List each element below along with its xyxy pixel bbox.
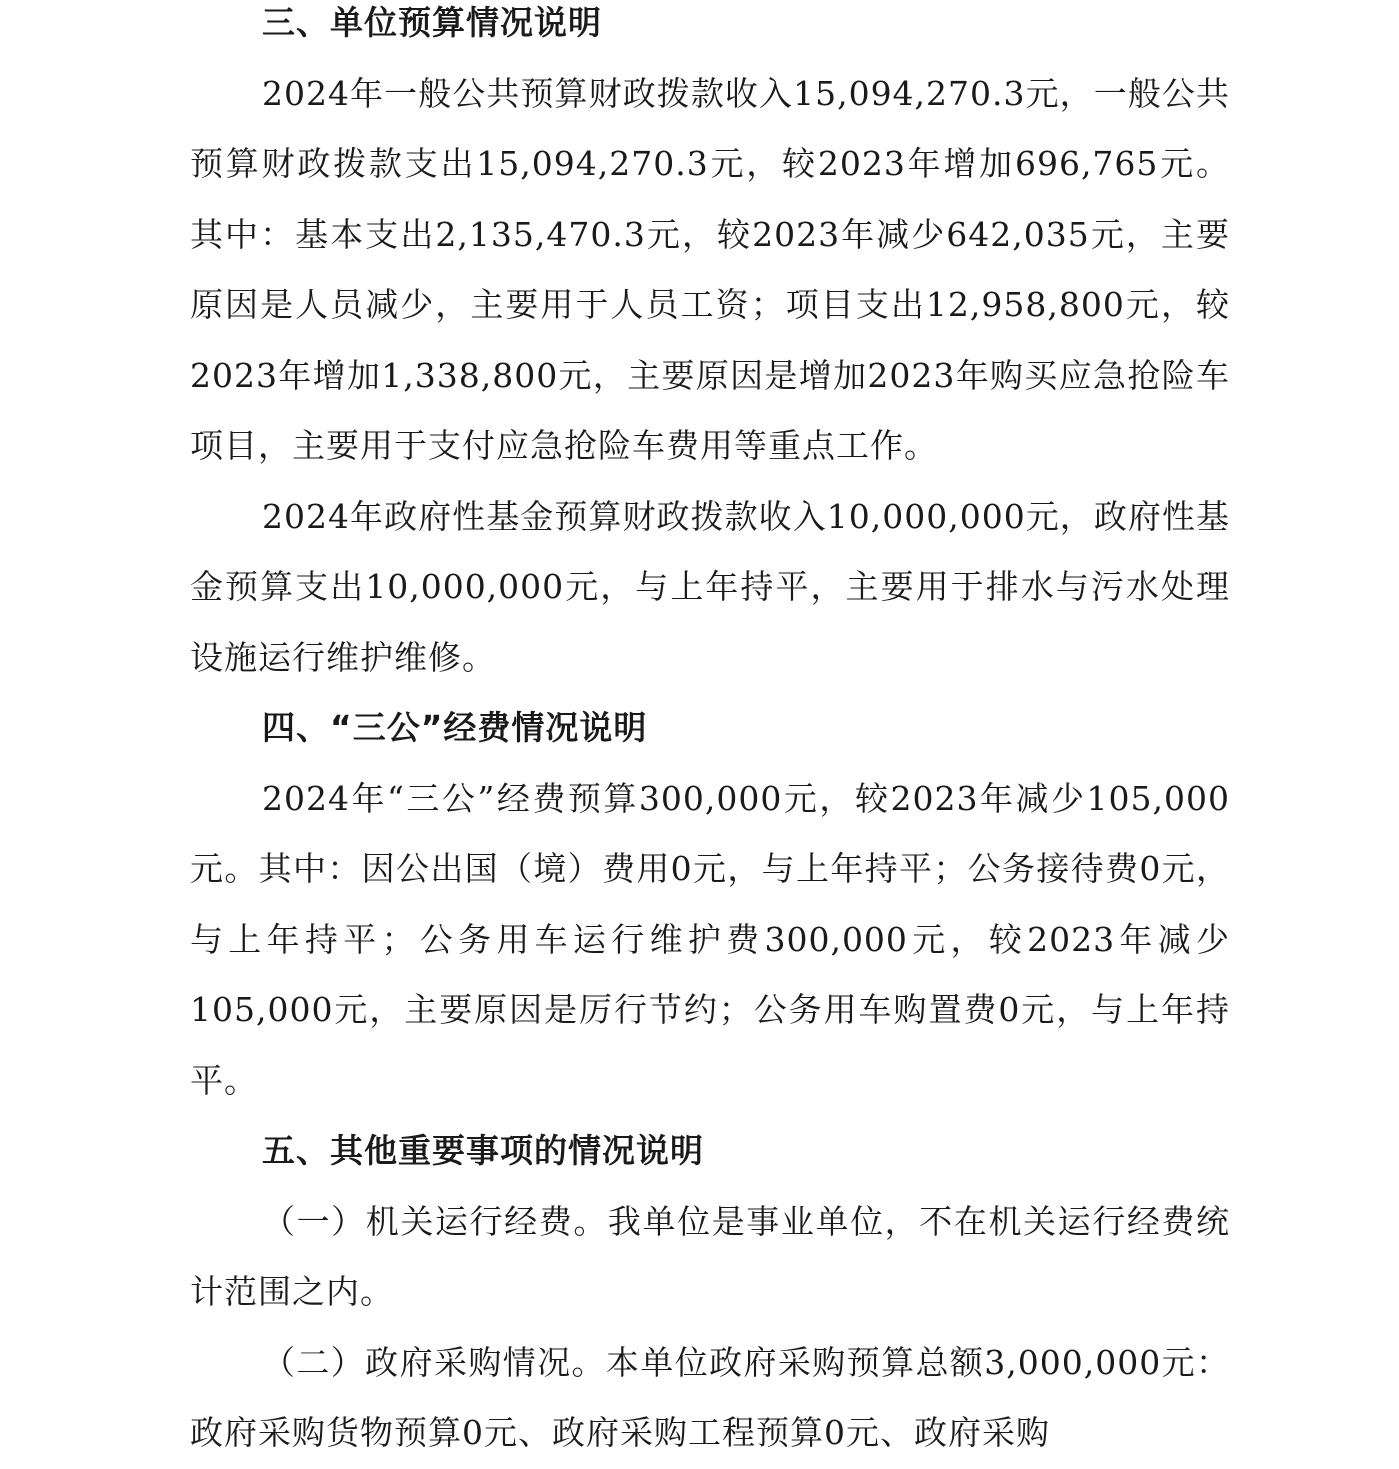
paragraph-procurement: （二）政府采购情况。本单位政府采购预算总额3,000,000元：政府采购货物预算0元、政府采购工程预算0元、政府采购 — [190, 1342, 1230, 1452]
document-page — [190, 0, 1230, 1469]
section-budget — [190, 0, 1230, 693]
paragraph-fund-budget: 2024年政府性基金预算财政拨款收入10,000,000元，政府性基金预算支出10,000,000元，与上年持平，主要用于排水与污水处理设施运行维护维修。 — [190, 496, 1230, 677]
section-other-matters — [190, 1116, 1230, 1469]
paragraph-three-public: 2024年“三公”经费预算300,000元，较2023年减少105,000元。其中：因公出国（境）费用0元，与上年持平；公务接待费0元，与上年持平；公务用车运行维护费300,000元，较2023年减少105,000元，主要原因是厉行节约；公务用车购置费0元，与上年持平。 — [190, 778, 1230, 1100]
section-three-public — [190, 693, 1230, 1116]
section-heading-three-public: 四、“三公”经费情况说明 — [262, 708, 648, 747]
paragraph-general-budget: 2024年一般公共预算财政拨款收入15,094,270.3元，一般公共预算财政拨款支出15,094,270.3元，较2023年增加696,765元。其中：基本支出2,135,470.3元，较2023年减少642,035元，主要原因是人员减少，主要用于人员工资；项目支出12,958,800元，较2023年增加1,338,800元，主要原因是增加2023年购买应急抢险车项目，主要用于支付应急抢险车费用等重点工作。 — [190, 73, 1230, 465]
section-heading-budget: 三、单位预算情况说明 — [262, 3, 602, 42]
paragraph-operating-funds: （一）机关运行经费。我单位是事业单位，不在机关运行经费统计范围之内。 — [190, 1201, 1230, 1311]
section-heading-other-matters: 五、其他重要事项的情况说明 — [262, 1131, 704, 1170]
